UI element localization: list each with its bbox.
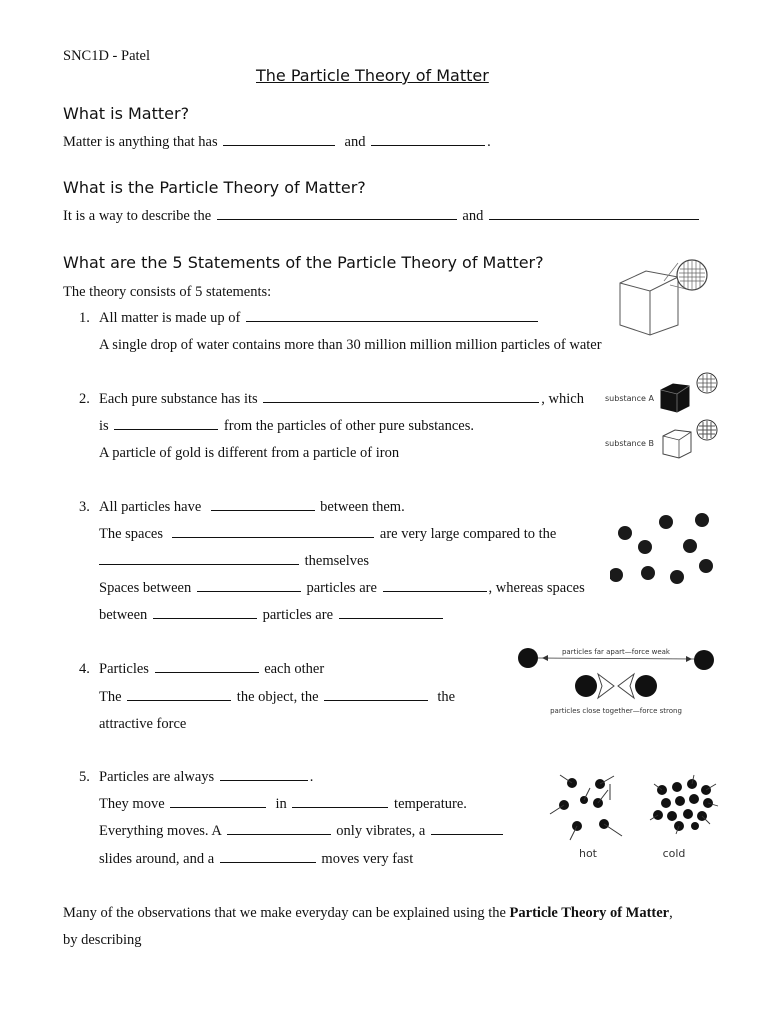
blank-field[interactable] xyxy=(489,218,699,220)
text: from the particles of other pure substances. xyxy=(223,418,474,434)
text: , xyxy=(669,905,673,921)
text: each other xyxy=(264,661,325,677)
text: , whereas spaces xyxy=(488,580,585,596)
blank-field[interactable] xyxy=(153,617,257,619)
text: particles are xyxy=(262,607,334,623)
statement-1-line-1 xyxy=(79,310,540,327)
blank-field[interactable] xyxy=(127,699,231,701)
substance-b-label: substance B xyxy=(605,439,654,448)
blank-field[interactable] xyxy=(211,509,315,511)
substances-figure xyxy=(603,370,721,468)
substance-a-label: substance A xyxy=(605,394,654,403)
statements-intro: The theory consists of 5 statements: xyxy=(63,284,272,300)
closing-paragraph-line-2: by describing xyxy=(63,932,142,948)
hot-cold-particles-figure xyxy=(544,770,724,866)
page-title: The Particle Theory of Matter xyxy=(256,66,489,85)
text: is xyxy=(99,418,109,434)
statement-5-line-1 xyxy=(79,769,313,786)
blank-field[interactable] xyxy=(114,428,218,430)
text: moves very fast xyxy=(321,851,414,867)
text: The xyxy=(99,689,122,705)
blank-field[interactable] xyxy=(371,144,485,146)
blank-field[interactable] xyxy=(324,699,428,701)
cold-label: cold xyxy=(662,847,686,860)
closing-paragraph-line-1 xyxy=(63,905,673,922)
force-strong-label: particles close together—force strong xyxy=(550,707,682,715)
blank-field[interactable] xyxy=(263,401,539,403)
statement-5-line-3 xyxy=(99,823,505,840)
blank-field[interactable] xyxy=(431,833,503,835)
text: . xyxy=(309,769,314,785)
text: Particles are always xyxy=(99,769,215,785)
text: slides around, and a xyxy=(99,851,215,867)
text: . xyxy=(487,134,491,150)
text: in xyxy=(275,796,287,812)
statement-4-line-2 xyxy=(99,689,455,706)
blank-field[interactable] xyxy=(197,590,301,592)
statement-3-line-4 xyxy=(99,580,585,597)
text: particles are xyxy=(306,580,377,596)
hot-label: hot xyxy=(578,847,598,860)
blank-field[interactable] xyxy=(99,563,299,565)
blank-field[interactable] xyxy=(292,806,388,808)
text: Each pure substance has its xyxy=(99,391,258,407)
attractive-force-figure xyxy=(512,640,720,720)
blank-field[interactable] xyxy=(223,144,335,146)
statement-2-line-2 xyxy=(99,418,474,435)
list-number: 2. xyxy=(79,391,90,407)
text: temperature. xyxy=(394,796,467,812)
cube-particles-figure xyxy=(612,255,712,337)
text: They move xyxy=(99,796,165,812)
text: All matter is made up of xyxy=(99,310,241,326)
list-number: 3. xyxy=(79,499,90,515)
text: Particles xyxy=(99,661,149,677)
text: between them. xyxy=(320,499,405,515)
text: and xyxy=(344,134,366,150)
list-number: 4. xyxy=(79,661,90,677)
statement-4-line-3: attractive force xyxy=(99,716,187,732)
statement-3-line-3 xyxy=(99,553,369,570)
blank-field[interactable] xyxy=(170,806,266,808)
heading-what-is-matter: What is Matter? xyxy=(63,104,190,123)
text: Everything moves. A xyxy=(99,823,222,839)
text: the xyxy=(437,689,456,705)
list-number: 1. xyxy=(79,310,90,326)
text: between xyxy=(99,607,148,623)
text: themselves xyxy=(304,553,370,569)
blank-field[interactable] xyxy=(339,617,443,619)
blank-field[interactable] xyxy=(220,779,308,781)
text: Many of the observations that we make everyday can be explained using the xyxy=(63,905,506,921)
statement-3-line-2 xyxy=(99,526,556,543)
force-weak-label: particles far apart—force weak xyxy=(561,648,671,656)
statement-5-line-4 xyxy=(99,851,413,868)
blank-field[interactable] xyxy=(155,671,259,673)
statement-3-line-5 xyxy=(99,607,445,624)
particle-spacing-figure xyxy=(610,506,720,588)
text: Matter is anything that has xyxy=(63,134,218,150)
heading-particle-theory: What is the Particle Theory of Matter? xyxy=(63,178,366,197)
blank-field[interactable] xyxy=(172,536,374,538)
statement-3-line-1 xyxy=(79,499,405,516)
text: The spaces xyxy=(99,526,164,542)
matter-definition-line xyxy=(63,134,491,151)
heading-five-statements: What are the 5 Statements of the Particle Theory of Matter? xyxy=(63,253,544,272)
course-label: SNC1D - Patel xyxy=(63,48,150,64)
text: Spaces between xyxy=(99,580,192,596)
bold-term: Particle Theory of Matter xyxy=(509,905,670,921)
list-number: 5. xyxy=(79,769,90,785)
blank-field[interactable] xyxy=(246,320,538,322)
blank-field[interactable] xyxy=(217,218,457,220)
statement-5-line-2 xyxy=(99,796,467,813)
statement-2-line-1 xyxy=(79,391,584,408)
text: the object, the xyxy=(236,689,319,705)
blank-field[interactable] xyxy=(383,590,487,592)
text: and xyxy=(462,208,484,224)
particle-theory-definition-line xyxy=(63,208,701,225)
statement-2-example: A particle of gold is different from a particle of iron xyxy=(99,445,400,461)
text: It is a way to describe the xyxy=(63,208,212,224)
text: are very large compared to the xyxy=(379,526,557,542)
statement-4-line-1 xyxy=(79,661,324,678)
text: All particles have xyxy=(99,499,202,515)
text: only vibrates, a xyxy=(336,823,426,839)
blank-field[interactable] xyxy=(220,861,316,863)
text: , which xyxy=(541,391,584,407)
blank-field[interactable] xyxy=(227,833,331,835)
statement-1-example: A single drop of water contains more than 30 million million million particles of water xyxy=(99,337,602,353)
